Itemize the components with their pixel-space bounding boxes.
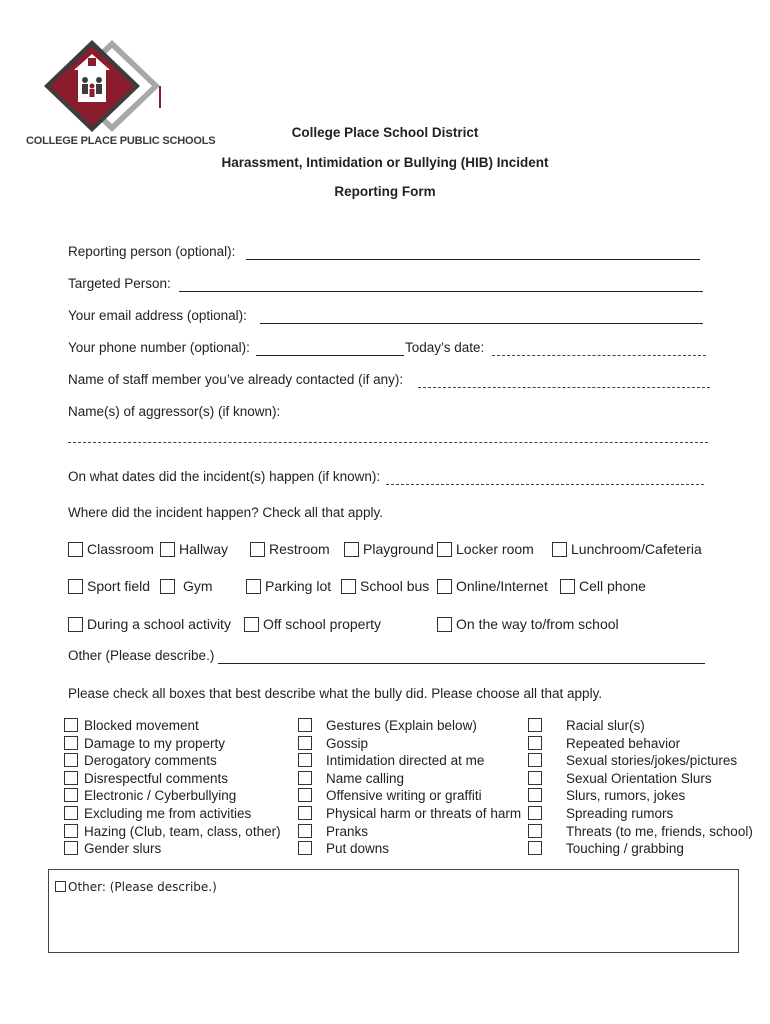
checkbox-icon[interactable] bbox=[244, 617, 259, 632]
behavior-option[interactable]: Intimidation directed at me bbox=[298, 752, 521, 770]
behavior-option[interactable]: Gossip bbox=[298, 735, 521, 753]
behavior-option[interactable]: Put downs bbox=[298, 840, 521, 858]
location-school-bus[interactable]: School bus bbox=[341, 578, 429, 594]
checkbox-icon[interactable] bbox=[528, 718, 542, 732]
behavior-column-3 bbox=[528, 717, 753, 858]
behavior-option[interactable]: Excluding me from activities bbox=[64, 805, 281, 823]
checkbox-icon[interactable] bbox=[298, 824, 312, 838]
behavior-option[interactable]: Sexual stories/jokes/pictures bbox=[528, 752, 753, 770]
checkbox-icon[interactable] bbox=[560, 579, 575, 594]
checkbox-icon[interactable] bbox=[55, 881, 66, 892]
checkbox-icon[interactable] bbox=[437, 617, 452, 632]
checkbox-icon[interactable] bbox=[298, 841, 312, 855]
behavior-option[interactable]: Gender slurs bbox=[64, 840, 281, 858]
location-parking-lot[interactable]: Parking lot bbox=[246, 578, 331, 594]
district-name: College Place School District bbox=[291, 125, 479, 140]
behavior-option[interactable]: Damage to my property bbox=[64, 735, 281, 753]
form-title: Harassment, Intimidation or Bullying (HIB) Incident bbox=[221, 155, 549, 170]
location-school-activity[interactable]: During a school activity bbox=[68, 616, 231, 632]
reporting-person-field[interactable] bbox=[246, 259, 700, 260]
aggressors-label: Name(s) of aggressor(s) (if known): bbox=[68, 404, 281, 419]
behavior-option[interactable]: Slurs, rumors, jokes bbox=[528, 787, 753, 805]
checkbox-icon[interactable] bbox=[160, 542, 175, 557]
checkbox-icon[interactable] bbox=[64, 824, 78, 838]
checkbox-icon[interactable] bbox=[68, 617, 83, 632]
checkbox-icon[interactable] bbox=[298, 753, 312, 767]
location-playground[interactable]: Playground bbox=[344, 541, 434, 557]
behavior-option[interactable]: Sexual Orientation Slurs bbox=[528, 770, 753, 788]
staff-field[interactable] bbox=[418, 387, 710, 388]
checkbox-icon[interactable] bbox=[528, 824, 542, 838]
location-locker-room[interactable]: Locker room bbox=[437, 541, 534, 557]
targeted-person-label: Targeted Person: bbox=[68, 276, 171, 291]
location-other-label: Other (Please describe.) bbox=[68, 648, 215, 663]
behavior-option[interactable]: Offensive writing or graffiti bbox=[298, 787, 521, 805]
email-field[interactable] bbox=[260, 323, 703, 324]
behavior-column-1 bbox=[64, 717, 281, 858]
checkbox-icon[interactable] bbox=[528, 771, 542, 785]
other-description-label[interactable]: Other: (Please describe.) bbox=[55, 880, 217, 894]
email-label: Your email address (optional): bbox=[68, 308, 247, 323]
todays-date-label: Today’s date: bbox=[405, 340, 485, 355]
other-description-box[interactable] bbox=[48, 869, 739, 953]
behavior-option[interactable]: Electronic / Cyberbullying bbox=[64, 787, 281, 805]
reporting-person-label: Reporting person (optional): bbox=[68, 244, 236, 259]
location-hallway[interactable]: Hallway bbox=[160, 541, 228, 557]
location-cell-phone[interactable]: Cell phone bbox=[560, 578, 646, 594]
checkbox-icon[interactable] bbox=[64, 841, 78, 855]
targeted-person-field[interactable] bbox=[179, 291, 703, 292]
checkbox-icon[interactable] bbox=[528, 788, 542, 802]
checkbox-icon[interactable] bbox=[64, 806, 78, 820]
checkbox-icon[interactable] bbox=[552, 542, 567, 557]
checkbox-icon[interactable] bbox=[64, 736, 78, 750]
checkbox-icon[interactable] bbox=[64, 753, 78, 767]
checkbox-icon[interactable] bbox=[528, 841, 542, 855]
checkbox-icon[interactable] bbox=[298, 806, 312, 820]
checkbox-icon[interactable] bbox=[246, 579, 261, 594]
location-off-school[interactable]: Off school property bbox=[244, 616, 381, 632]
phone-field[interactable] bbox=[256, 355, 404, 356]
behavior-option[interactable]: Racial slur(s) bbox=[528, 717, 753, 735]
dates-label: On what dates did the incident(s) happen (if known): bbox=[68, 469, 381, 484]
logo-text: COLLEGE PLACE PUBLIC SCHOOLS bbox=[26, 135, 216, 147]
todays-date-field[interactable] bbox=[492, 355, 706, 356]
phone-label: Your phone number (optional): bbox=[68, 340, 250, 355]
checkbox-icon[interactable] bbox=[344, 542, 359, 557]
behavior-option[interactable]: Threats (to me, friends, school) bbox=[528, 823, 753, 841]
checkbox-icon[interactable] bbox=[528, 736, 542, 750]
behavior-option[interactable]: Disrespectful comments bbox=[64, 770, 281, 788]
aggressors-field[interactable] bbox=[68, 442, 708, 443]
location-sport-field[interactable]: Sport field bbox=[68, 578, 150, 594]
behavior-option[interactable]: Derogatory comments bbox=[64, 752, 281, 770]
checkbox-icon[interactable] bbox=[437, 579, 452, 594]
behavior-option[interactable]: Touching / grabbing bbox=[528, 840, 753, 858]
location-question: Where did the incident happen? Check all that apply. bbox=[68, 505, 383, 520]
checkbox-icon[interactable] bbox=[341, 579, 356, 594]
behavior-option[interactable]: Hazing (Club, team, class, other) bbox=[64, 823, 281, 841]
checkbox-icon[interactable] bbox=[64, 771, 78, 785]
checkbox-icon[interactable] bbox=[298, 736, 312, 750]
location-way-to-school[interactable]: On the way to/from school bbox=[437, 616, 619, 632]
form-subtitle: Reporting Form bbox=[334, 184, 436, 199]
checkbox-icon[interactable] bbox=[250, 542, 265, 557]
behavior-column-2 bbox=[298, 717, 521, 858]
location-gym[interactable]: Gym bbox=[160, 578, 213, 594]
checkbox-icon[interactable] bbox=[528, 753, 542, 767]
location-online[interactable]: Online/Internet bbox=[437, 578, 548, 594]
location-classroom[interactable]: Classroom bbox=[68, 541, 154, 557]
checkbox-icon[interactable] bbox=[437, 542, 452, 557]
checkbox-icon[interactable] bbox=[528, 806, 542, 820]
behavior-question: Please check all boxes that best describe what the bully did. Please choose all that apply. bbox=[68, 686, 603, 701]
location-other-field[interactable] bbox=[218, 663, 705, 664]
checkbox-icon[interactable] bbox=[64, 788, 78, 802]
behavior-option[interactable]: Gestures (Explain below) bbox=[298, 717, 521, 735]
checkbox-icon[interactable] bbox=[68, 579, 83, 594]
behavior-option[interactable]: Name calling bbox=[298, 770, 521, 788]
checkbox-icon[interactable] bbox=[298, 788, 312, 802]
behavior-option[interactable]: Repeated behavior bbox=[528, 735, 753, 753]
dates-field[interactable] bbox=[386, 484, 704, 485]
checkbox-icon[interactable] bbox=[64, 718, 78, 732]
checkbox-icon[interactable] bbox=[298, 771, 312, 785]
staff-label: Name of staff member you’ve already contacted (if any): bbox=[68, 372, 404, 387]
behavior-option[interactable]: Blocked movement bbox=[64, 717, 281, 735]
location-restroom[interactable]: Restroom bbox=[250, 541, 330, 557]
checkbox-icon[interactable] bbox=[298, 718, 312, 732]
behavior-option[interactable]: Spreading rumors bbox=[528, 805, 753, 823]
location-lunchroom[interactable]: Lunchroom/Cafeteria bbox=[552, 541, 702, 557]
checkbox-icon[interactable] bbox=[160, 579, 175, 594]
behavior-option[interactable]: Pranks bbox=[298, 823, 521, 841]
behavior-option[interactable]: Physical harm or threats of harm bbox=[298, 805, 521, 823]
checkbox-icon[interactable] bbox=[68, 542, 83, 557]
